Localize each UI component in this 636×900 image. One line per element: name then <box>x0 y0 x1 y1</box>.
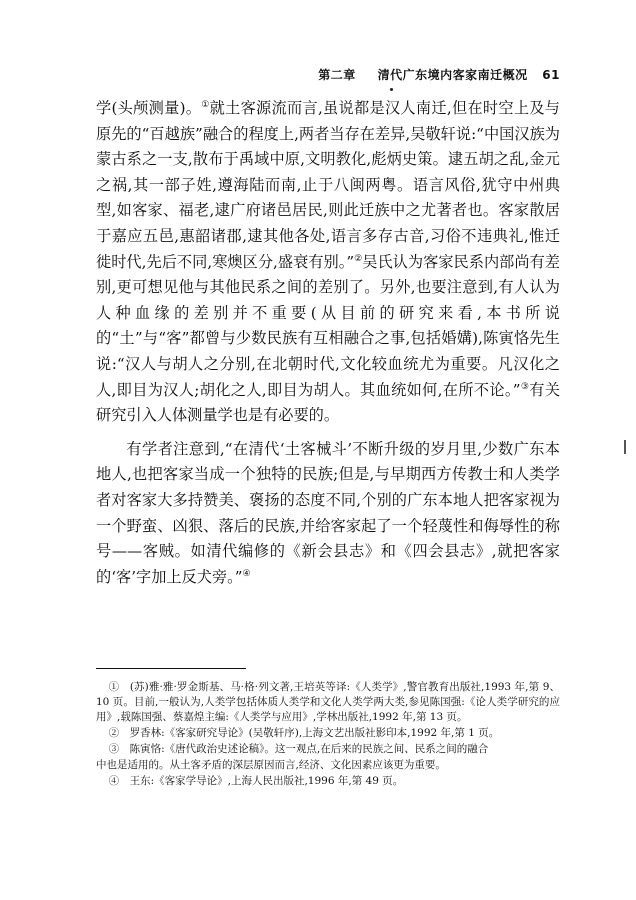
paragraph-1 <box>96 96 560 429</box>
scan-edge-mark <box>624 440 626 454</box>
paragraph-1-part-d: 有关研究引入人体测量学也是有必要的。 <box>96 380 561 425</box>
running-header <box>300 66 560 83</box>
chapter-number: 第二章 <box>318 68 356 82</box>
paragraph-1-part-c: 吴氏认为客家民系内部尚有差别,更可想见他与其他民系之间的差别了。另外,也要注意到,有人认为人种血缘的差别并不重要(从目前的研究来看,本书所说的“土”与“客”都曾与少数民族有互相融合之事,包括婚媾),陈寅恪先生说:“汉人与胡人之分别,在北朝时代,文化较血统尤为重要。凡汉化之人,即目为汉人;胡化之人,即目为胡人。其血统如何,在所不论。” <box>96 252 560 399</box>
page-number: 61 <box>542 68 560 82</box>
footnote-3-continued: 中也是适用的。从土客矛盾的深层原因而言,经济、文化因素应该更为重要。 <box>96 759 446 771</box>
footnote-1: ① (苏)雅·雅·罗金斯基、马·格·列文著,王培英等译:《人类学》,警官教育出版社,1993 年,第 9、10 页。目前,一般认为,人类学包括体质人类学和文化人类学两大类,参见陈国强:《论人类学研究的应用》,载陈国强、蔡嘉煌主编:《人类学与应用》,学林出版社,1992 年,第 13 页。 <box>96 681 560 723</box>
paragraph-1-part-a: 学(头颅测量)。 <box>96 99 202 117</box>
print-speck <box>390 88 393 91</box>
paragraph-2-text: 有学者注意到,“在清代‘土客械斗’不断升级的岁月里,少数广东本地人,也把客家当成一个独特的民族;但是,与早期西方传教士和人类学者对客家大多持赞美、褒扬的态度不同,个别的广东本地人把客家视为一个野蛮、凶狠、落后的民族,并给客家起了一个轻蔑性和侮辱性的称号——客贼。如清代编修的《新会县志》和《四会县志》,就把客家的‘客’字加上反犬旁。” <box>96 439 560 586</box>
footnote-ref-1: ① <box>201 99 210 110</box>
paragraph-2 <box>96 437 560 591</box>
footnote-3: ③ 陈寅恪:《唐代政治史述论稿》。这一观点,在后来的民族之间、民系之间的融合 <box>108 743 489 755</box>
paragraph-1-part-b: 就土客源流而言,虽说都是汉人南迁,但在时空上及与原先的“百越族”融合的程度上,两者当存在差异,吴敬轩说:“中国汉族为蒙古系之一支,散布于禹域中原,文明教化,彪炳史策。逮五胡之乱,金元之祸,其一部子姓,遵海陆而南,止于八闽两粤。语言风俗,犹守中州典型,如客家、福老,逮广府诸邑居民,则此迁族中之尤著者也。客家散居于嘉应五邑,惠韶诸郡,逮其他各处,语言多存古音,习俗不违典礼,惟迁徙时代,先后不同,寒燠区分,盛衰有别。” <box>96 99 560 271</box>
footnote-2: ② 罗香林:《客家研究导论》(吴敬轩序),上海文艺出版社影印本,1992 年,第 1 页。 <box>108 727 500 739</box>
footnote-ref-3: ③ <box>520 381 530 392</box>
footnote-ref-2: ② <box>354 253 363 264</box>
footnote-separator <box>96 668 246 669</box>
chapter-title: 清代广东境内客家南迁概况 <box>377 68 528 82</box>
main-text <box>96 96 560 590</box>
footnote-4: ④ 王东:《客家学导论》,上海人民出版社,1996 年,第 49 页。 <box>108 775 404 787</box>
footnotes <box>96 680 560 790</box>
footnote-ref-4: ④ <box>242 568 251 579</box>
